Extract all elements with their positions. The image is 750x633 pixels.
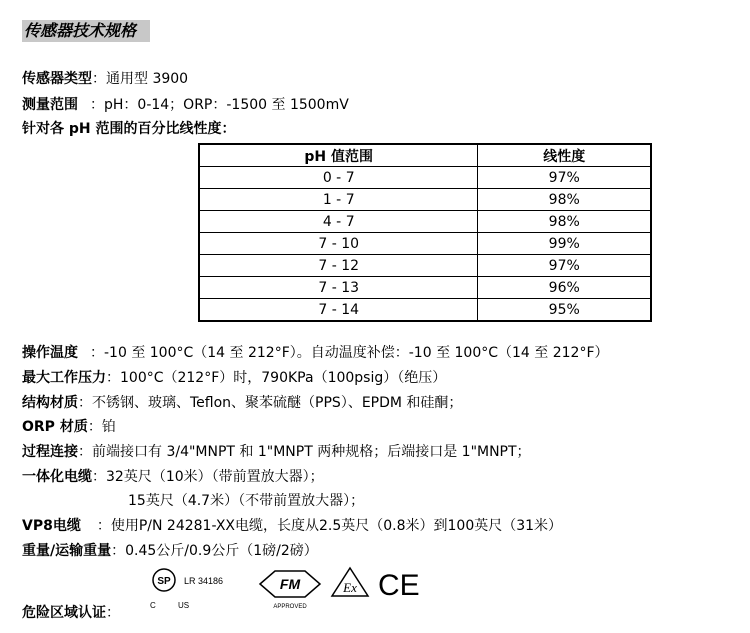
range-label: 测量范围 [22,97,78,113]
vp8-row [22,517,562,535]
max-pressure-row [22,369,446,387]
orp-material-sep: ： [87,419,102,435]
range-row [22,96,349,114]
cell-linearity: 97% [478,255,651,277]
cell-range: 4 - 7 [199,211,478,233]
weight-label: 重量/运输重量 [22,543,112,559]
process-conn-row [22,443,531,461]
header-linearity: 线性度 [478,144,651,167]
max-pressure-value: 100°C（212°F）时，790KPa（100psig）（绝压） [120,370,447,386]
cell-range: 7 - 13 [199,277,478,299]
cable-row-2 [128,492,364,510]
table-row [199,211,651,233]
ce-text: CE [378,569,420,602]
svg-text:SP: SP [157,576,171,587]
fm-text: FM [279,576,301,592]
weight-sep: ： [111,543,126,559]
header-ph-range: pH 值范围 [199,144,478,167]
operating-temp-row [22,344,609,362]
ex-text: Ex [343,580,357,595]
sensor-type-row [22,70,188,88]
materials-sep: ： [78,395,92,411]
ex-logo [332,568,368,596]
orp-material-label: ORP 材质 [22,419,88,435]
cell-range: 7 - 12 [199,255,478,277]
cell-range: 0 - 7 [199,167,478,189]
cell-range: 7 - 14 [199,299,478,322]
vp8-value: 使用P/N 24281-XX电缆，长度从2.5英尺（0.8米）到100英尺（31米） [110,518,563,534]
max-pressure-sep: ： [106,370,120,386]
table-row [199,233,651,255]
vp8-sep: ： [96,518,111,534]
csa-text: LR 34186 [184,576,224,586]
hazard-label: 危险区域认证 [22,605,106,621]
sensor-type-label: 传感器类型 [22,71,92,87]
linearity-table [198,143,652,322]
range-sep: ： [90,97,104,113]
csa-c: C [150,601,156,610]
max-pressure-label: 最大工作压力 [22,370,106,386]
cell-linearity: 98% [478,189,651,211]
cable-row [22,468,324,486]
cell-linearity: 96% [478,277,651,299]
cell-linearity: 97% [478,167,651,189]
operating-temp-value: -10 至 100°C（14 至 212°F）。自动温度补偿：-10 至 100°C（14 至 212°F） [104,345,609,361]
cable-value-1: 32英尺（10米）（带前置放大器）； [106,469,324,485]
cable-label: 一体化电缆 [22,469,92,485]
csa-us: US [178,601,190,610]
table-row [199,277,651,299]
certification-logos [150,566,450,616]
certification-marks [150,566,450,616]
cable-sep: ： [92,469,106,485]
cable-value-2: 15英尺（4.7米）（不带前置放大器）； [128,493,365,509]
orp-material-row [22,418,116,436]
table-row [199,167,651,189]
range-value: pH：0-14；ORP：-1500 至 1500mV [104,97,349,113]
cell-linearity: 98% [478,211,651,233]
table-row [199,255,651,277]
operating-temp-sep: ： [90,345,104,361]
vp8-label: VP8电缆 [22,518,81,534]
cell-range: 7 - 10 [199,233,478,255]
table-row [199,299,651,322]
hazard-sep: ： [106,605,120,621]
weight-value: 0.45公斤/0.9公斤（1磅/2磅） [125,543,318,559]
weight-row [22,542,318,560]
table-header-row [199,144,651,167]
sensor-type-value: 通用型 3900 [106,71,189,87]
linearity-heading: 针对各 pH 范围的百分比线性度： [22,121,236,137]
operating-temp-label: 操作温度 [22,345,78,361]
materials-label: 结构材质 [22,395,78,411]
page-title: 传感器技术规格 [22,20,150,42]
hazard-row [22,604,120,622]
process-conn-sep: ： [78,444,92,460]
fm-sub: APPROVED [273,604,307,610]
materials-row [22,394,462,412]
fm-logo [260,571,320,610]
sensor-type-sep: ： [92,71,106,87]
cell-linearity: 95% [478,299,651,322]
process-conn-value: 前端接口有 3/4"MNPT 和 1"MNPT 两种规格；后端接口是 1"MNPT； [92,444,531,460]
csa-logo [150,569,223,610]
table-row [199,189,651,211]
cell-range: 1 - 7 [199,189,478,211]
ce-logo [378,569,420,602]
materials-value: 不锈钢、玻璃、Teflon、聚苯硫醚（PPS）、EPDM 和硅酮； [92,395,463,411]
process-conn-label: 过程连接 [22,444,78,460]
orp-material-value: 铂 [101,419,116,435]
cell-linearity: 99% [478,233,651,255]
